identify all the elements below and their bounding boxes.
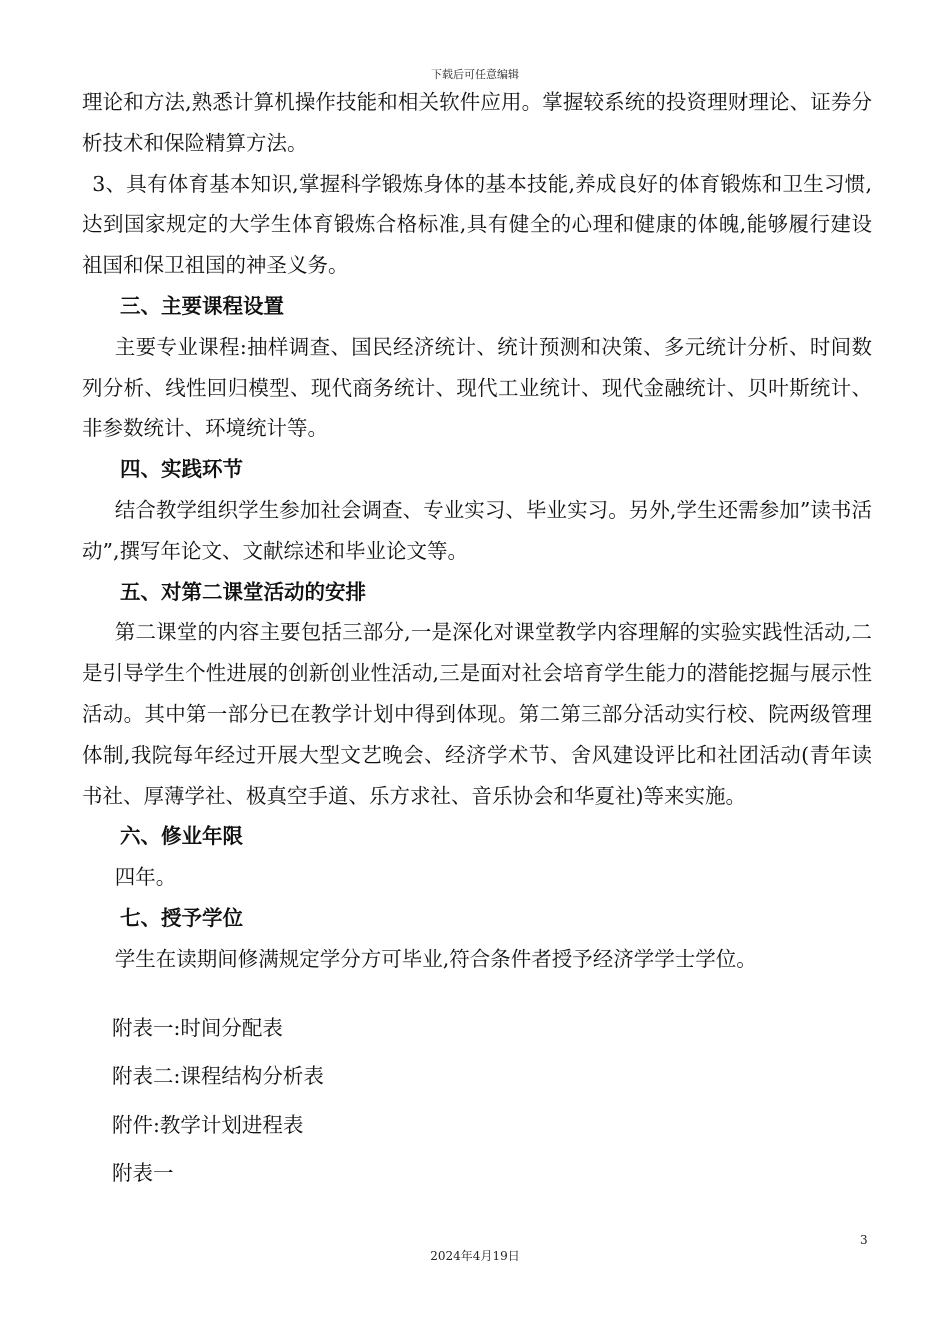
section-text-practice: 结合教学组织学生参加社会调查、专业实习、毕业实习。另外,学生还需参加”读书活动”,撰写年论文、文献综述和毕业论文等。	[82, 497, 872, 563]
section-text-degree: 学生在读期间修满规定学分方可毕业,符合条件者授予经济学学士学位。	[114, 946, 757, 971]
section-heading-degree: 七、授予学位	[120, 905, 243, 930]
section-heading-practice: 四、实践环节	[120, 457, 243, 482]
document-body	[82, 82, 872, 1198]
attachment-time-allocation: 附表一:时间分配表	[112, 1015, 283, 1040]
page-header: 下载后可任意编辑	[431, 68, 519, 81]
paragraph-continuation: 理论和方法,熟悉计算机操作技能和相关软件应用。掌握较系统的投资理财理论、证券分析技术和保险精算方法。	[82, 90, 872, 155]
attachment-teaching-plan: 附件:教学计划进程表	[112, 1112, 304, 1137]
section-text-duration: 四年。	[114, 865, 177, 890]
attachment-course-structure: 附表二:课程结构分析表	[112, 1064, 324, 1089]
section-text-courses: 主要专业课程:抽样调查、国民经济统计、统计预测和决策、多元统计分析、时间数列分析、线性回归模型、现代商务统计、现代工业统计、现代金融统计、贝叶斯统计、非参数统计、环境统计等。	[82, 334, 872, 441]
section-heading-second-classroom: 五、对第二课堂活动的安排	[120, 579, 366, 604]
paragraph-item-3: 3、具有体育基本知识,掌握科学锻炼身体的基本技能,养成良好的体育锻炼和卫生习惯,达到国家规定的大学生体育锻炼合格标准,具有健全的心理和健康的体魄,能够履行建设祖国和保卫祖国的神圣义务。	[82, 171, 872, 278]
section-heading-duration: 六、修业年限	[120, 824, 243, 849]
section-heading-courses: 三、主要课程设置	[120, 293, 284, 318]
section-text-second-classroom: 第二课堂的内容主要包括三部分,一是深化对课堂教学内容理解的实验实践性活动,二是引导学生个性进展的创新创业性活动,三是面对社会培育学生能力的潜能挖掘与展示性活动。其中第一部分已在教学计划中得到体现。第二第三部分活动实行校、院两级管理体制,我院每年经过开展大型文艺晚会、经济学术节、舍风建设评比和社团活动(青年读书社、厚薄学社、极真空手道、乐方求社、音乐协会和华夏社)等来实施。	[82, 620, 872, 808]
attachment-table-one: 附表一	[112, 1161, 174, 1186]
page-footer-date: 2024年4月19日	[430, 1249, 520, 1263]
page-number: 3	[860, 1233, 868, 1247]
